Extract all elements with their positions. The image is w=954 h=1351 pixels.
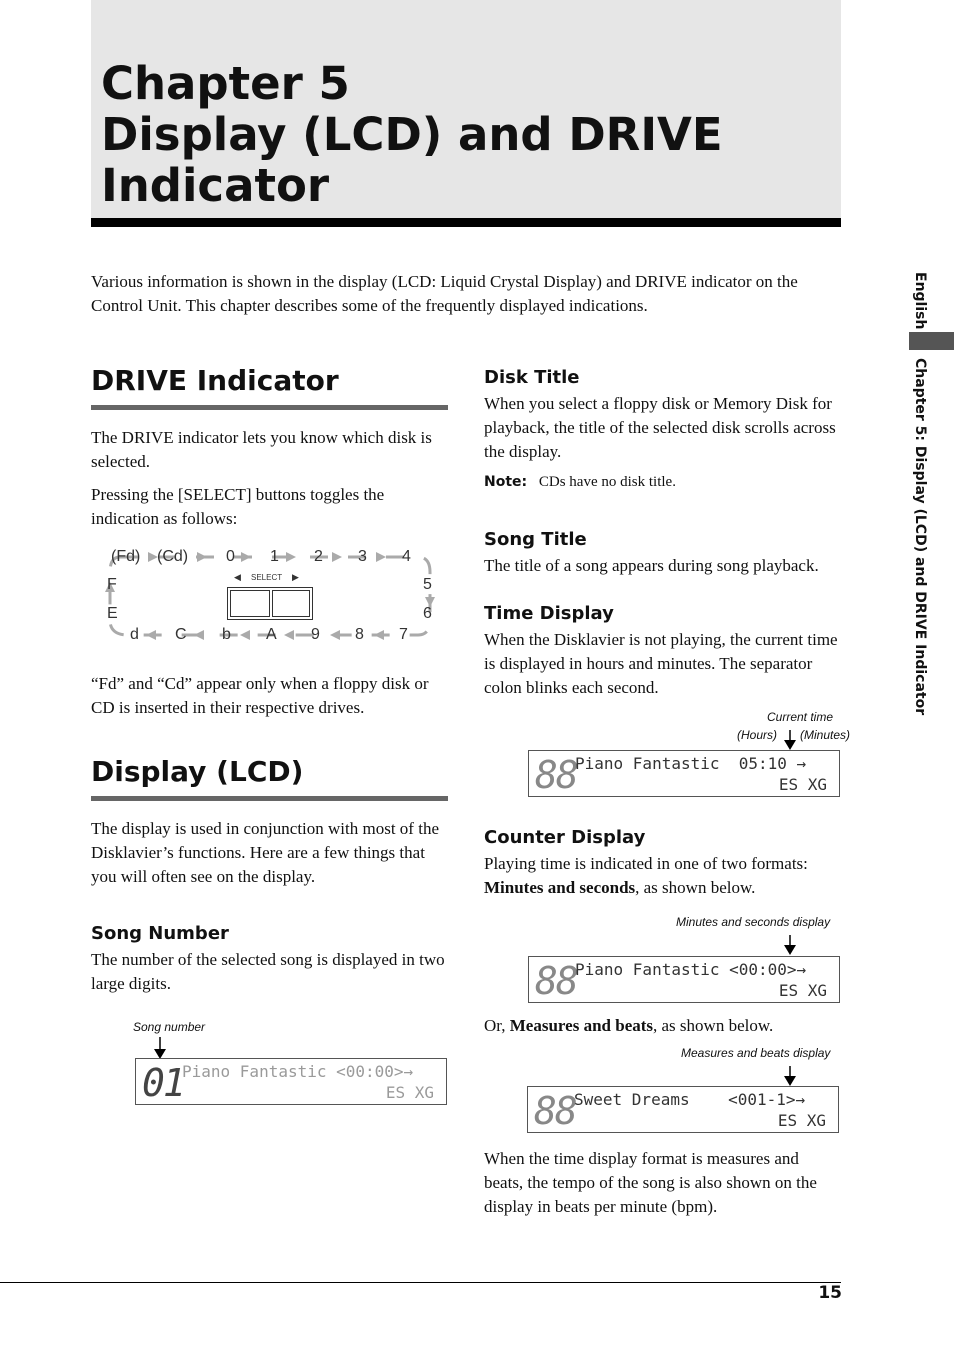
chapter-title-line1: Chapter 5 — [101, 57, 350, 110]
lcd-line-1: Sweet Dreams <001-1>→ — [574, 1090, 806, 1109]
drive-heading-rule — [91, 405, 448, 410]
measures-beats-caption: Measures and beats display — [681, 1046, 831, 1060]
chapter-title — [101, 58, 831, 211]
lcd-time-display — [528, 750, 840, 797]
counter-text — [484, 852, 844, 900]
chapter-title-line2: Display (LCD) and DRIVE — [101, 108, 723, 161]
display-heading-rule — [91, 796, 448, 801]
counter-display-heading: Counter Display — [484, 827, 646, 848]
cycle-cd: (Cd) — [157, 548, 189, 565]
cycle-6: 6 — [423, 605, 432, 622]
time-display-heading: Time Display — [484, 603, 614, 624]
cycle-a: A — [266, 626, 277, 643]
display-paragraph: The display is used in conjunction with most of the Disklavier’s functions. Here are a few things that you will often see on the display. — [91, 819, 439, 886]
disk-title-text: When you select a floppy disk or Memory Disk for playback, the title of the selected disk scrolls across the display. — [484, 394, 836, 461]
intro-paragraph: Various information is shown in the display (LCD: Liquid Crystal Display) and DRIVE indicator on the Control Unit. This chapter describes some of the frequently displayed indications. — [91, 272, 798, 315]
song-title-heading: Song Title — [484, 529, 587, 550]
side-tab-marker — [909, 332, 954, 350]
select-button-left — [230, 590, 270, 617]
lcd-blank-digits: 88 — [535, 959, 577, 1003]
cycle-7: 7 — [399, 626, 408, 643]
lcd-line-1: Piano Fantastic 05:10 → — [575, 754, 807, 773]
page-number: 15 — [818, 1283, 842, 1303]
or-text: Or, — [484, 1016, 510, 1035]
cycle-4: 4 — [402, 548, 411, 565]
disk-title-note — [484, 474, 676, 491]
counter-text-1: Playing time is indicated in one of two formats: — [484, 854, 808, 873]
cycle-3: 3 — [358, 548, 367, 565]
counter-bold-measures-beats: Measures and beats — [509, 1016, 654, 1035]
cycle-f: F — [107, 576, 117, 593]
cycle-0: 0 — [226, 548, 235, 565]
song-number-heading: Song Number — [91, 923, 229, 944]
lcd-blank-digits: 88 — [534, 1089, 576, 1133]
cycle-b: b — [222, 626, 231, 643]
counter-text-3: , as shown below. — [653, 1016, 774, 1035]
cycle-2: 2 — [314, 548, 323, 565]
select-button-right — [272, 590, 310, 617]
current-time-caption: Current time — [767, 710, 834, 724]
time-display-text: When the Disklavier is not playing, the current time is displayed in hours and minutes. The separator colon blinks each second. — [484, 630, 838, 697]
lcd-song-digits: 01 — [142, 1061, 184, 1105]
song-title-text: The title of a song appears during song playback. — [484, 556, 819, 575]
drive-paragraph-3: “Fd” and “Cd” appear only when a floppy disk or CD is inserted in their respective drives. — [91, 674, 429, 717]
drive-paragraph-1: The DRIVE indicator lets you know which disk is selected. — [91, 428, 432, 471]
drive-cycle-diagram — [100, 542, 445, 647]
cycle-d: d — [130, 626, 139, 643]
cycle-fd: (Fd) — [111, 548, 141, 565]
lcd-blank-digits: 88 — [535, 753, 577, 797]
minutes-seconds-caption: Minutes and seconds display — [676, 915, 831, 929]
cycle-5: 5 — [423, 576, 432, 593]
counter-bold-minutes-seconds: Minutes and seconds — [484, 878, 636, 897]
drive-indicator-heading: DRIVE Indicator — [91, 364, 339, 397]
lcd-line-2: ES XG — [385, 1083, 434, 1102]
note-text: CDs have no disk title. — [538, 474, 676, 490]
select-buttons — [227, 587, 313, 620]
chapter-title-line3: Indicator — [101, 159, 330, 212]
cycle-9: 9 — [311, 626, 320, 643]
lcd-line-1: Piano Fantastic <00:00>→ — [575, 960, 807, 979]
lcd-line-1: Piano Fantastic <00:00>→ — [182, 1062, 414, 1081]
lcd-minutes-seconds — [528, 956, 840, 1003]
side-tab-language: English — [912, 272, 928, 330]
side-tab-chapter: Chapter 5: Display (LCD) and DRIVE Indicator — [912, 358, 928, 716]
cycle-e: E — [107, 605, 118, 622]
chapter-rule — [91, 218, 841, 227]
song-number-text: The number of the selected song is displayed in two large digits. — [91, 950, 445, 993]
bpm-paragraph: When the time display format is measures and beats, the tempo of the song is also shown on the display in beats per minute (bpm). — [484, 1149, 817, 1216]
select-right-arrow-icon: ▶ — [292, 572, 299, 582]
footer-rule — [0, 1282, 841, 1283]
counter-text-2: , as shown below. — [635, 878, 756, 897]
lcd-song-number — [135, 1058, 447, 1105]
select-left-arrow-icon: ◀ — [234, 572, 241, 582]
note-label: Note: — [484, 474, 528, 490]
lcd-line-2: ES XG — [778, 981, 827, 1000]
lcd-line-2: ES XG — [777, 1111, 826, 1130]
current-time-pointer-arrow-icon — [782, 730, 798, 752]
disk-title-heading: Disk Title — [484, 367, 580, 388]
minutes-caption: (Minutes) — [800, 728, 851, 742]
display-lcd-heading: Display (LCD) — [91, 755, 304, 788]
cycle-c: C — [175, 626, 187, 643]
hours-caption: (Hours) — [737, 728, 778, 742]
measures-beats-pointer-arrow-icon — [782, 1066, 798, 1088]
song-number-caption: Song number — [133, 1020, 206, 1034]
cycle-8: 8 — [355, 626, 364, 643]
lcd-line-2: ES XG — [778, 775, 827, 794]
select-label: SELECT — [251, 573, 283, 582]
minutes-seconds-pointer-arrow-icon — [782, 935, 798, 957]
cycle-1: 1 — [270, 548, 279, 565]
measures-beats-text — [484, 1014, 844, 1038]
lcd-measures-beats — [527, 1086, 839, 1133]
drive-paragraph-2: Pressing the [SELECT] buttons toggles the indication as follows: — [91, 485, 385, 528]
